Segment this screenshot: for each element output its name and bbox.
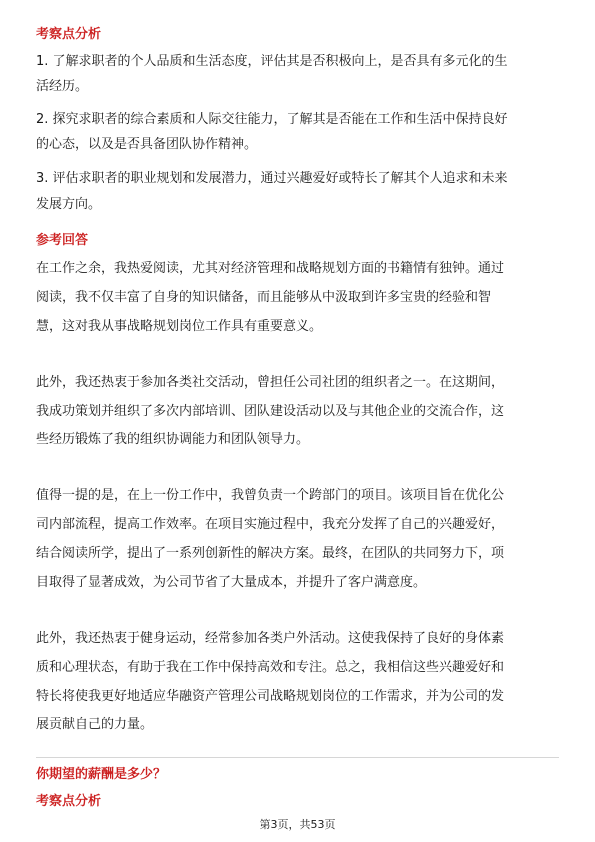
analysis-line: 的心态，以及是否具备团队协作精神。 xyxy=(36,137,258,152)
analysis-line: 2. 探究求职者的综合素质和人际交往能力，了解其是否能在工作和生活中保持良好 xyxy=(36,112,508,127)
answer-paragraph-2-line: 此外，我还热衷于参加各类社交活动，曾担任公司社团的组织者之一。在这期间， xyxy=(36,375,505,390)
answer-paragraph-1-line: 慧，这对我从事战略规划岗位工作具有重要意义。 xyxy=(36,319,323,334)
answer-paragraph-3-line: 结合阅读所学，提出了一系列创新性的解决方案。最终，在团队的共同努力下，项 xyxy=(36,546,505,561)
analysis-heading: 考察点分析 xyxy=(36,27,102,42)
answer-paragraph-2-line: 我成功策划并组织了多次内部培训、团队建设活动以及与其他企业的交流合作，这 xyxy=(36,404,505,419)
answer-paragraph-1-line: 在工作之余，我热爱阅读，尤其对经济管理和战略规划方面的书籍情有独钟。通过 xyxy=(36,261,505,276)
analysis-line: 1. 了解求职者的个人品质和生活态度，评估其是否积极向上，是否具有多元化的生 xyxy=(36,54,508,69)
answer-paragraph-3-line: 目取得了显著成效，为公司节省了大量成本，并提升了客户满意度。 xyxy=(36,575,427,590)
answer-paragraph-4-line: 质和心理状态，有助于我在工作中保持高效和专注。总之，我相信这些兴趣爱好和 xyxy=(36,660,505,675)
answer-paragraph-3-line: 司内部流程，提高工作效率。在项目实施过程中，我充分发挥了自己的兴趣爱好， xyxy=(36,517,505,532)
analysis-line: 3. 评估求职者的职业规划和发展潜力，通过兴趣爱好或特长了解其个人追求和未来 xyxy=(36,171,508,186)
analysis-line: 活经历。 xyxy=(36,79,89,94)
reference-answer-heading: 参考回答 xyxy=(36,233,89,248)
question-title: 你期望的薪酬是多少？ xyxy=(36,767,167,782)
section-divider xyxy=(36,757,559,758)
analysis-heading: 考察点分析 xyxy=(36,794,102,809)
answer-paragraph-4-line: 此外，我还热衷于健身运动，经常参加各类户外活动。这使我保持了良好的身体素 xyxy=(36,631,505,646)
answer-paragraph-3-line: 值得一提的是，在上一份工作中，我曾负责一个跨部门的项目。该项目旨在优化公 xyxy=(36,488,505,503)
answer-paragraph-4-line: 特长将使我更好地适应华融资产管理公司战略规划岗位的工作需求，并为公司的发 xyxy=(36,689,505,704)
answer-paragraph-4-line: 展贡献自己的力量。 xyxy=(36,717,154,732)
page-number: 第3页，共53页 xyxy=(259,818,336,831)
answer-paragraph-2-line: 些经历锻炼了我的组织协调能力和团队领导力。 xyxy=(36,432,310,447)
analysis-line: 发展方向。 xyxy=(36,197,102,212)
answer-paragraph-1-line: 阅读，我不仅丰富了自身的知识储备，而且能够从中汲取到许多宝贵的经验和智 xyxy=(36,290,492,305)
